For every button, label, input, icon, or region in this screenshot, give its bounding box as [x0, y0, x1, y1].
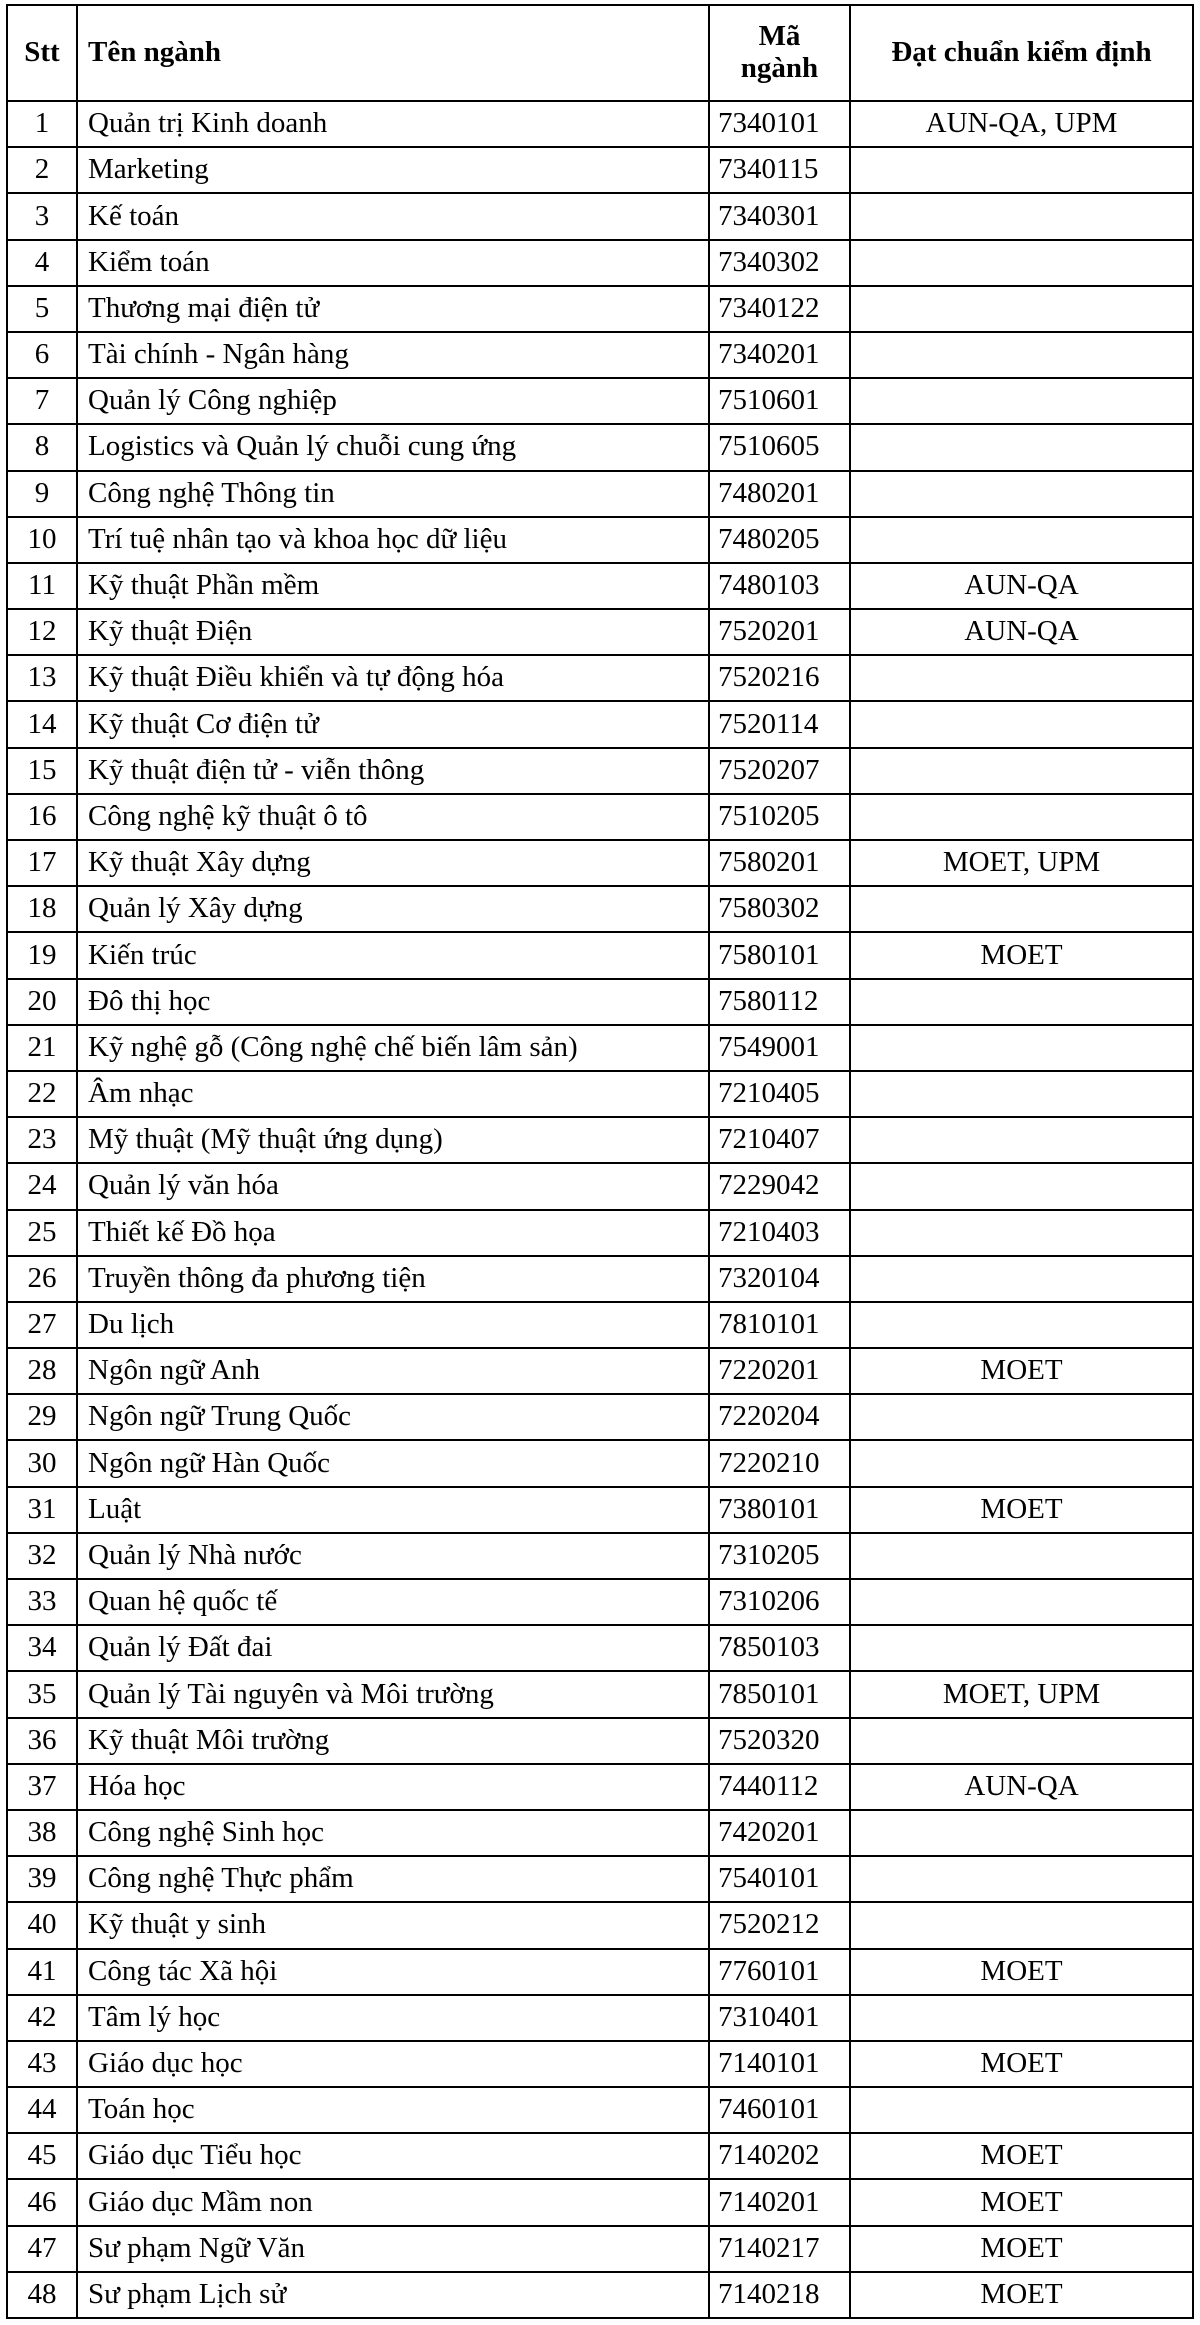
- row-stt: 3: [7, 193, 77, 239]
- table-row: [7, 1856, 1193, 1902]
- row-stt: 45: [7, 2133, 77, 2179]
- row-major-code: 7760101: [709, 1949, 850, 1995]
- table-row: [7, 655, 1193, 701]
- table-row: [7, 1579, 1193, 1625]
- row-accreditation: [850, 1440, 1193, 1486]
- row-accreditation: [850, 701, 1193, 747]
- row-accreditation: [850, 193, 1193, 239]
- row-accreditation: [850, 147, 1193, 193]
- row-stt: 6: [7, 332, 77, 378]
- row-major-code: 7340201: [709, 332, 850, 378]
- row-accreditation: AUN-QA: [850, 1764, 1193, 1810]
- row-accreditation: [850, 1718, 1193, 1764]
- row-major-name: Quản lý văn hóa: [77, 1163, 709, 1209]
- row-major-code: 7480201: [709, 471, 850, 517]
- table-row: [7, 147, 1193, 193]
- row-accreditation: [850, 286, 1193, 332]
- row-major-code: 7520212: [709, 1902, 850, 1948]
- row-stt: 46: [7, 2179, 77, 2225]
- row-major-code: 7810101: [709, 1302, 850, 1348]
- row-accreditation: [850, 1117, 1193, 1163]
- row-stt: 17: [7, 840, 77, 886]
- table-row: [7, 1025, 1193, 1071]
- row-major-name: Toán học: [77, 2087, 709, 2133]
- row-major-name: Mỹ thuật (Mỹ thuật ứng dụng): [77, 1117, 709, 1163]
- table-row: [7, 286, 1193, 332]
- row-major-name: Thiết kế Đồ họa: [77, 1210, 709, 1256]
- row-accreditation: MOET: [850, 932, 1193, 978]
- row-accreditation: [850, 1302, 1193, 1348]
- table-row: [7, 1764, 1193, 1810]
- row-stt: 10: [7, 517, 77, 563]
- row-stt: 27: [7, 1302, 77, 1348]
- table-row: [7, 932, 1193, 978]
- table-body: [7, 101, 1193, 2318]
- row-stt: 26: [7, 1256, 77, 1302]
- table-row: [7, 1487, 1193, 1533]
- row-accreditation: [850, 471, 1193, 517]
- table-row: [7, 332, 1193, 378]
- row-stt: 40: [7, 1902, 77, 1948]
- row-stt: 5: [7, 286, 77, 332]
- row-accreditation: MOET: [850, 2272, 1193, 2318]
- row-accreditation: [850, 2087, 1193, 2133]
- row-accreditation: [850, 1856, 1193, 1902]
- row-major-code: 7460101: [709, 2087, 850, 2133]
- row-major-name: Âm nhạc: [77, 1071, 709, 1117]
- row-major-code: 7340302: [709, 240, 850, 286]
- row-stt: 21: [7, 1025, 77, 1071]
- table-row: [7, 517, 1193, 563]
- row-major-code: 7229042: [709, 1163, 850, 1209]
- row-major-name: Quản trị Kinh doanh: [77, 101, 709, 147]
- table-row: [7, 2041, 1193, 2087]
- row-accreditation: [850, 1210, 1193, 1256]
- row-major-code: 7140218: [709, 2272, 850, 2318]
- row-major-code: 7210407: [709, 1117, 850, 1163]
- row-major-name: Marketing: [77, 147, 709, 193]
- row-stt: 42: [7, 1995, 77, 2041]
- row-major-name: Giáo dục Mầm non: [77, 2179, 709, 2225]
- row-accreditation: [850, 1071, 1193, 1117]
- row-major-code: 7580112: [709, 979, 850, 1025]
- row-accreditation: [850, 979, 1193, 1025]
- table-row: [7, 563, 1193, 609]
- row-stt: 35: [7, 1671, 77, 1717]
- row-major-code: 7510205: [709, 794, 850, 840]
- row-accreditation: [850, 794, 1193, 840]
- row-major-code: 7510605: [709, 424, 850, 470]
- table-row: [7, 1902, 1193, 1948]
- row-accreditation: [850, 1394, 1193, 1440]
- row-accreditation: [850, 424, 1193, 470]
- row-major-name: Ngôn ngữ Hàn Quốc: [77, 1440, 709, 1486]
- row-major-name: Quản lý Công nghiệp: [77, 378, 709, 424]
- row-stt: 12: [7, 609, 77, 655]
- row-major-name: Du lịch: [77, 1302, 709, 1348]
- row-accreditation: [850, 1810, 1193, 1856]
- row-stt: 47: [7, 2226, 77, 2272]
- row-major-name: Truyền thông đa phương tiện: [77, 1256, 709, 1302]
- table-row: [7, 2087, 1193, 2133]
- row-major-name: Kỹ thuật Môi trường: [77, 1718, 709, 1764]
- row-major-name: Giáo dục học: [77, 2041, 709, 2087]
- row-major-name: Công nghệ Thông tin: [77, 471, 709, 517]
- row-accreditation: [850, 655, 1193, 701]
- row-major-code: 7380101: [709, 1487, 850, 1533]
- row-major-code: 7310206: [709, 1579, 850, 1625]
- row-stt: 9: [7, 471, 77, 517]
- row-major-code: 7850103: [709, 1625, 850, 1671]
- row-major-code: 7340101: [709, 101, 850, 147]
- row-major-name: Công tác Xã hội: [77, 1949, 709, 1995]
- header-accreditation: Đạt chuẩn kiểm định: [850, 5, 1193, 101]
- row-stt: 13: [7, 655, 77, 701]
- row-major-name: Trí tuệ nhân tạo và khoa học dữ liệu: [77, 517, 709, 563]
- table-row: [7, 1995, 1193, 2041]
- table-row: [7, 2272, 1193, 2318]
- table-row: [7, 1117, 1193, 1163]
- row-stt: 34: [7, 1625, 77, 1671]
- row-major-name: Công nghệ Sinh học: [77, 1810, 709, 1856]
- row-accreditation: [850, 517, 1193, 563]
- row-major-name: Kỹ thuật Điện: [77, 609, 709, 655]
- row-accreditation: [850, 1995, 1193, 2041]
- row-stt: 22: [7, 1071, 77, 1117]
- row-stt: 11: [7, 563, 77, 609]
- row-accreditation: [850, 332, 1193, 378]
- row-accreditation: [850, 1579, 1193, 1625]
- header-stt: Stt: [7, 5, 77, 101]
- row-major-code: 7440112: [709, 1764, 850, 1810]
- row-major-code: 7220210: [709, 1440, 850, 1486]
- row-major-name: Logistics và Quản lý chuỗi cung ứng: [77, 424, 709, 470]
- row-major-name: Luật: [77, 1487, 709, 1533]
- row-stt: 2: [7, 147, 77, 193]
- row-accreditation: MOET: [850, 1949, 1193, 1995]
- row-major-name: Hóa học: [77, 1764, 709, 1810]
- row-accreditation: [850, 1533, 1193, 1579]
- row-accreditation: MOET: [850, 2226, 1193, 2272]
- row-major-name: Quản lý Đất đai: [77, 1625, 709, 1671]
- row-major-name: Kỹ thuật Cơ điện tử: [77, 701, 709, 747]
- row-stt: 16: [7, 794, 77, 840]
- row-stt: 43: [7, 2041, 77, 2087]
- row-stt: 31: [7, 1487, 77, 1533]
- row-stt: 32: [7, 1533, 77, 1579]
- row-major-code: 7520114: [709, 701, 850, 747]
- header-major-name: Tên ngành: [77, 5, 709, 101]
- table-row: [7, 101, 1193, 147]
- row-accreditation: AUN-QA: [850, 563, 1193, 609]
- row-accreditation: MOET, UPM: [850, 1671, 1193, 1717]
- row-major-code: 7850101: [709, 1671, 850, 1717]
- row-stt: 37: [7, 1764, 77, 1810]
- table-row: [7, 1440, 1193, 1486]
- row-accreditation: MOET: [850, 2133, 1193, 2179]
- row-major-name: Ngôn ngữ Anh: [77, 1348, 709, 1394]
- table-row: [7, 1810, 1193, 1856]
- header-major-code-line2: ngành: [740, 52, 819, 84]
- row-major-code: 7540101: [709, 1856, 850, 1902]
- row-accreditation: [850, 1625, 1193, 1671]
- row-accreditation: MOET: [850, 2179, 1193, 2225]
- table-row: [7, 609, 1193, 655]
- row-major-code: 7310401: [709, 1995, 850, 2041]
- table-row: [7, 979, 1193, 1025]
- row-major-code: 7140101: [709, 2041, 850, 2087]
- row-accreditation: MOET, UPM: [850, 840, 1193, 886]
- header-major-code: [709, 5, 850, 101]
- table-row: [7, 1394, 1193, 1440]
- row-major-name: Sư phạm Ngữ Văn: [77, 2226, 709, 2272]
- row-stt: 28: [7, 1348, 77, 1394]
- row-stt: 36: [7, 1718, 77, 1764]
- row-stt: 41: [7, 1949, 77, 1995]
- table-row: [7, 378, 1193, 424]
- row-major-code: 7320104: [709, 1256, 850, 1302]
- table-header-row: [7, 5, 1193, 101]
- table-row: [7, 1210, 1193, 1256]
- row-accreditation: AUN-QA, UPM: [850, 101, 1193, 147]
- row-major-name: Giáo dục Tiểu học: [77, 2133, 709, 2179]
- table-row: [7, 1533, 1193, 1579]
- row-stt: 19: [7, 932, 77, 978]
- table-row: [7, 1625, 1193, 1671]
- row-major-name: Kỹ thuật Phần mềm: [77, 563, 709, 609]
- row-stt: 39: [7, 1856, 77, 1902]
- row-stt: 4: [7, 240, 77, 286]
- table-row: [7, 193, 1193, 239]
- table-row: [7, 1718, 1193, 1764]
- row-stt: 1: [7, 101, 77, 147]
- table-row: [7, 748, 1193, 794]
- row-major-code: 7580302: [709, 886, 850, 932]
- row-major-code: 7520201: [709, 609, 850, 655]
- row-accreditation: [850, 1902, 1193, 1948]
- row-stt: 29: [7, 1394, 77, 1440]
- row-major-code: 7480205: [709, 517, 850, 563]
- row-stt: 44: [7, 2087, 77, 2133]
- row-major-name: Công nghệ Thực phẩm: [77, 1856, 709, 1902]
- row-major-code: 7340122: [709, 286, 850, 332]
- table-row: [7, 2226, 1193, 2272]
- row-major-code: 7140201: [709, 2179, 850, 2225]
- row-major-name: Kỹ thuật Điều khiển và tự động hóa: [77, 655, 709, 701]
- row-major-name: Đô thị học: [77, 979, 709, 1025]
- row-major-name: Quan hệ quốc tế: [77, 1579, 709, 1625]
- row-accreditation: [850, 240, 1193, 286]
- row-stt: 33: [7, 1579, 77, 1625]
- row-stt: 30: [7, 1440, 77, 1486]
- row-major-name: Kỹ nghệ gỗ (Công nghệ chế biến lâm sản): [77, 1025, 709, 1071]
- table-row: [7, 471, 1193, 517]
- majors-table: [6, 4, 1194, 2319]
- row-stt: 14: [7, 701, 77, 747]
- table-row: [7, 2133, 1193, 2179]
- row-major-code: 7220204: [709, 1394, 850, 1440]
- row-major-code: 7140202: [709, 2133, 850, 2179]
- table-row: [7, 794, 1193, 840]
- row-major-name: Tâm lý học: [77, 1995, 709, 2041]
- row-accreditation: [850, 1256, 1193, 1302]
- row-major-name: Ngôn ngữ Trung Quốc: [77, 1394, 709, 1440]
- table-row: [7, 2179, 1193, 2225]
- row-major-code: 7549001: [709, 1025, 850, 1071]
- row-major-name: Quản lý Nhà nước: [77, 1533, 709, 1579]
- row-major-code: 7420201: [709, 1810, 850, 1856]
- table-row: [7, 1256, 1193, 1302]
- table-row: [7, 701, 1193, 747]
- row-major-name: Quản lý Xây dựng: [77, 886, 709, 932]
- row-major-code: 7580201: [709, 840, 850, 886]
- row-accreditation: [850, 1163, 1193, 1209]
- table-row: [7, 886, 1193, 932]
- table-row: [7, 1348, 1193, 1394]
- row-major-name: Kiểm toán: [77, 240, 709, 286]
- row-major-code: 7310205: [709, 1533, 850, 1579]
- row-major-name: Kiến trúc: [77, 932, 709, 978]
- table-row: [7, 840, 1193, 886]
- row-accreditation: [850, 886, 1193, 932]
- row-major-code: 7220201: [709, 1348, 850, 1394]
- row-accreditation: MOET: [850, 1487, 1193, 1533]
- table-row: [7, 240, 1193, 286]
- row-major-code: 7520207: [709, 748, 850, 794]
- row-major-name: Tài chính - Ngân hàng: [77, 332, 709, 378]
- table-row: [7, 1671, 1193, 1717]
- row-stt: 38: [7, 1810, 77, 1856]
- table-row: [7, 1949, 1193, 1995]
- row-major-name: Kỹ thuật điện tử - viễn thông: [77, 748, 709, 794]
- row-major-code: 7520216: [709, 655, 850, 701]
- row-stt: 23: [7, 1117, 77, 1163]
- header-major-code-line1: Mã: [758, 20, 801, 53]
- row-stt: 18: [7, 886, 77, 932]
- row-major-name: Kỹ thuật Xây dựng: [77, 840, 709, 886]
- row-major-name: Sư phạm Lịch sử: [77, 2272, 709, 2318]
- row-major-code: 7210405: [709, 1071, 850, 1117]
- row-major-code: 7140217: [709, 2226, 850, 2272]
- row-major-name: Thương mại điện tử: [77, 286, 709, 332]
- table-row: [7, 1302, 1193, 1348]
- row-major-name: Quản lý Tài nguyên và Môi trường: [77, 1671, 709, 1717]
- row-major-code: 7480103: [709, 563, 850, 609]
- row-accreditation: MOET: [850, 1348, 1193, 1394]
- row-major-code: 7210403: [709, 1210, 850, 1256]
- row-major-name: Công nghệ kỹ thuật ô tô: [77, 794, 709, 840]
- row-accreditation: AUN-QA: [850, 609, 1193, 655]
- table-row: [7, 1163, 1193, 1209]
- row-major-code: 7520320: [709, 1718, 850, 1764]
- table-row: [7, 1071, 1193, 1117]
- row-stt: 8: [7, 424, 77, 470]
- row-major-code: 7340115: [709, 147, 850, 193]
- row-stt: 25: [7, 1210, 77, 1256]
- row-stt: 48: [7, 2272, 77, 2318]
- row-major-name: Kỹ thuật y sinh: [77, 1902, 709, 1948]
- row-stt: 24: [7, 1163, 77, 1209]
- row-stt: 7: [7, 378, 77, 424]
- row-major-name: Kế toán: [77, 193, 709, 239]
- row-accreditation: [850, 748, 1193, 794]
- row-accreditation: MOET: [850, 2041, 1193, 2087]
- row-stt: 20: [7, 979, 77, 1025]
- row-major-code: 7340301: [709, 193, 850, 239]
- row-stt: 15: [7, 748, 77, 794]
- table-row: [7, 424, 1193, 470]
- row-major-code: 7510601: [709, 378, 850, 424]
- row-accreditation: [850, 1025, 1193, 1071]
- row-accreditation: [850, 378, 1193, 424]
- row-major-code: 7580101: [709, 932, 850, 978]
